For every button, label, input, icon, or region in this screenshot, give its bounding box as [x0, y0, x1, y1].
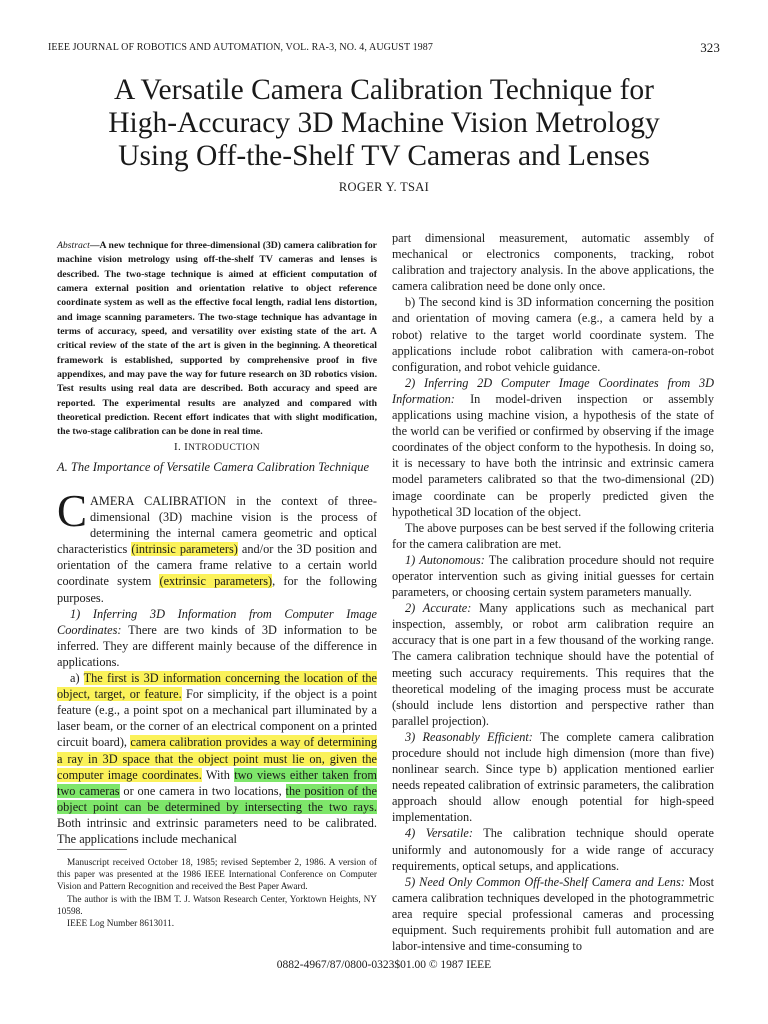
abstract: [57, 239, 377, 440]
text-run: Both intrinsic and extrinsic parameters need to be calibrated. The applications include mechanical: [57, 815, 377, 846]
text-run: Many applications such as mechanical part inspection, assembly, or robot arm calibration require an accuracy that is one part in a few thousand of the working range. The camera calibration technique should have the potential of meeting such accuracy requirements. This requires that the theoretical modeling of the imaging process must be accurate (should include lens distortion and perspective rather than parallel projection).: [392, 601, 714, 728]
drop-cap: C: [57, 486, 88, 536]
page-number: 323: [700, 40, 720, 55]
paragraph-lead: 1) Inferring 3D Information from Computer Image Coordinates:: [57, 606, 377, 637]
footnote-affiliation: The author is with the IBM T. J. Watson Research Center, Yorktown Heights, NY 10598.: [57, 894, 377, 917]
text-run: or one camera in two locations,: [119, 783, 286, 798]
author-name: ROGER Y. TSAI: [338, 180, 430, 194]
text-run: In model-driven inspection or assembly applications using machine vision, a hypothesis of the state of the world can be verified or confirmed by observing if the image coordinates of the object conform to the hypothesis. In doing so, it is necessary to have both the intrinsic and extrinsic camera model parameters calibrated so that the two-dimensional (2D) image coordinate can be properly predicted given the hypothetical 3D location of the object.: [392, 391, 714, 519]
text-run: The complete camera calibration procedure should not include high dimension (more than five) nonlinear search. Since type b) application mentioned earlier needs repeated calibration of extrinsic parameters, the calibration approach should allow enough potential for high-speed implementation.: [392, 729, 714, 825]
paper-title: [40, 74, 728, 173]
paragraph-lead: 2) Inferring 2D Computer Image Coordinates from 3D Information:: [392, 375, 714, 406]
highlight-yellow: camera calibration provides a way of determining a ray in 3D space that the object point must lie on, given the computer image coordinates.: [57, 735, 377, 782]
text-run: The calibration technique should operate uniformly and autonomously for a wide range of accuracy requirements, optical setups, and applications.: [392, 826, 714, 873]
text-run: The calibration procedure should not require operator intervention such as giving initial guesses for certain parameters, or choosing certain system parameters manually.: [392, 552, 714, 600]
footnote-manuscript: Manuscript received October 18, 1985; revised September 2, 1986. A version of this paper was presented at the 1986 IEEE International Conference on Computer Vision and Pattern Recognition and received the Best Paper Award.: [57, 858, 377, 893]
text-run: For simplicity, if the object is a point feature (e.g., a point spot on a mechanical part illuminated by a laser beam, or the corner of an electrical component on a printed circuit board),: [57, 687, 377, 750]
highlight-yellow: (intrinsic parameters): [131, 542, 238, 557]
paragraph-inferring-2d: [392, 375, 714, 520]
highlight-yellow: (extrinsic parameters): [159, 574, 273, 589]
paragraph-off-the-shelf: [392, 874, 714, 954]
paragraph-lead: 1) Autonomous:: [405, 552, 485, 567]
section-title-rest: NTRODUCTION: [188, 443, 260, 453]
paragraph-first-kind: [57, 670, 377, 847]
paragraph-lead: 2) Accurate:: [405, 601, 472, 616]
paragraph-continued: part dimensional measurement, automatic assembly of mechanical or electronics components, tracking, robot calibration and trajectory analysis. In the above applications, the camera calibration need be done only once.: [392, 231, 714, 294]
paragraph-versatile: [392, 825, 714, 873]
copyright-footer: 0882-4967/87/0800-0323$01.00 © 1987 IEEE: [276, 959, 492, 971]
section-heading: [57, 441, 377, 453]
footnote: [57, 857, 377, 930]
footnote-rule: [57, 849, 127, 850]
paragraph-accurate: [392, 600, 714, 729]
text-run: and/or the 3D position and orientation of the camera frame relative to a certain world coordinate system: [57, 542, 377, 589]
title-line-1: A Versatile Camera Calibration Technique for: [114, 74, 654, 106]
text-run: Most camera calibration techniques developed in the photogrammetric area require special professional cameras and processing equipment. Such requirements prohibit full automation and are labor-intensive and time-consuming to: [392, 874, 715, 954]
text-run: There are two kinds of 3D information to be inferred. They are different mainly because of the difference in applications.: [57, 622, 377, 669]
item-label: a): [70, 671, 84, 686]
text-run: With: [201, 767, 235, 782]
right-column-body: [392, 230, 714, 954]
paragraph-lead: 5) Need Only Common Off-the-Shelf Camera and Lens:: [405, 874, 685, 889]
highlight-yellow: The first is 3D information concerning the location of the object, target, or feature.: [57, 671, 377, 702]
subsection-heading: A. The Importance of Versatile Camera Calibration Technique: [57, 460, 370, 474]
left-column-body: [57, 486, 378, 847]
paragraph-second-kind: b) The second kind is 3D information concerning the position and orientation of moving camera (e.g., a camera held by a robot) relative to the target world coordinate system. The applications include robot calibration with camera-on-robot configuration, and robot vehicle guidance.: [392, 295, 714, 374]
paragraph-inferring-3d: [57, 606, 377, 670]
section-number: I.: [174, 441, 185, 453]
abstract-text: —A new technique for three-dimensional (3D) camera calibration for machine vision metrology using off-the-shelf TV cameras and lenses is described. The two-stage technique is aimed at efficient computation of camera external position and orientation relative to object reference coordinate system as well as the effective focal length, radial lens distortion, and image scanning parameters. The two-stage technique has advantage in terms of accuracy, speed, and versatility over existing state of the art. A critical review of the state of the art is given in the beginning. A theoretical framework is established, supported by comprehensive proof in five appendixes, and may pave the way for future research on 3D robotics vision. Test results using real data are described. Both accuracy and speed are reported. The experimental results are analyzed and compared with theoretical prediction. Recent effort indicates that with slight modification, the two-stage calibration can be done in real time.: [57, 240, 377, 438]
lead-caps: AMERA CALIBRATION: [90, 494, 226, 508]
text-run: , for the following purposes.: [57, 574, 378, 605]
intro-paragraph: [57, 486, 378, 606]
highlight-green: the position of the object point can be determined by intersecting the two rays.: [57, 783, 378, 814]
abstract-label: Abstract: [57, 240, 90, 251]
paragraph-criteria: The above purposes can be best served if the following criteria for the camera calibration are met.: [392, 520, 714, 551]
title-line-2: High-Accuracy 3D Machine Vision Metrology: [108, 107, 660, 139]
footnote-log-number: IEEE Log Number 8613011.: [67, 919, 175, 930]
text-run: in the context of three-dimensional (3D) machine vision is the process of determining the internal camera geometric and optical characteristics: [57, 494, 377, 557]
section-title-initial: I: [184, 441, 189, 453]
paragraph-lead: 3) Reasonably Efficient:: [405, 729, 533, 744]
paragraph-autonomous: [392, 552, 714, 600]
journal-citation: IEEE JOURNAL OF ROBOTICS AND AUTOMATION, VOL. RA-3, NO. 4, AUGUST 1987: [48, 42, 433, 53]
paragraph-lead: 4) Versatile:: [405, 826, 473, 841]
paragraph-efficient: [392, 729, 714, 826]
title-line-3: Using Off-the-Shelf TV Cameras and Lenses: [118, 140, 650, 172]
highlight-green: two views either taken from two cameras: [57, 767, 377, 798]
